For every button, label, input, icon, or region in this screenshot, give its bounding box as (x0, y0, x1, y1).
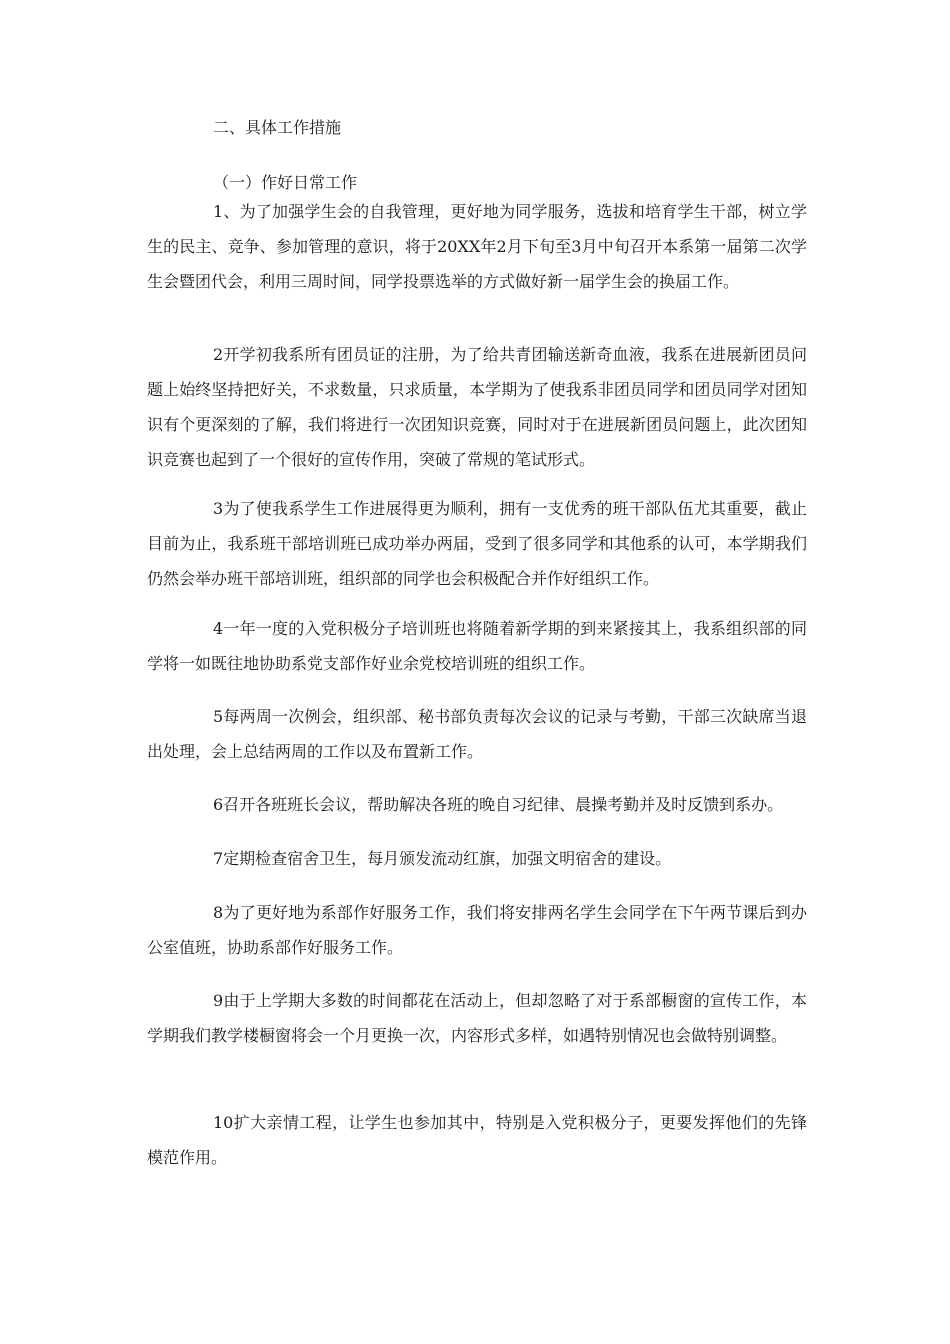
paragraph-2: 2开学初我系所有团员证的注册，为了给共青团输送新奇血液，我系在进展新团员问题上始终坚持把好关，不求数量，只求质量，本学期为了使我系非团员同学和团员同学对团知识有个更深刻的了解，我们将进行一次团知识竞赛，同时对于在进展新团员问题上，此次团知识竞赛也起到了一个很好的宣传作用，突破了常规的笔试形式。 (147, 345, 807, 469)
paragraph-10: 10扩大亲情工程，让学生也参加其中，特别是入党积极分子，更要发挥他们的先锋模范作用。 (147, 1113, 807, 1167)
paragraph-5: 5每两周一次例会，组织部、秘书部负责每次会议的记录与考勤，干部三次缺席当退出处理，会上总结两周的工作以及布置新工作。 (147, 707, 807, 761)
paragraph-9: 9由于上学期大多数的时间都花在活动上，但却忽略了对于系部橱窗的宣传工作，本学期我们教学楼橱窗将会一个月更换一次，内容形式多样，如遇特别情况也会做特别调整。 (147, 991, 807, 1045)
paragraph-3: 3为了使我系学生工作进展得更为顺利，拥有一支优秀的班干部队伍尤其重要，截止目前为止，我系班干部培训班已成功举办两届，受到了很多同学和其他系的认可，本学期我们仍然会举办班干部培训班，组织部的同学也会积极配合并作好组织工作。 (147, 499, 807, 588)
subsection-heading: （一）作好日常工作 (213, 173, 358, 192)
paragraph-1: 1、为了加强学生会的自我管理，更好地为同学服务，选拔和培育学生干部，树立学生的民主、竞争、参加管理的意识，将于20XX年2月下旬至3月中旬召开本系第一届第二次学生会暨团代会，利用三周时间，同学投票选举的方式做好新一届学生会的换届工作。 (147, 202, 807, 291)
paragraph-7: 7定期检查宿舍卫生，每月颁发流动红旗，加强文明宿舍的建设。 (213, 849, 672, 868)
paragraph-6: 6召开各班班长会议，帮助解决各班的晚自习纪律、晨操考勤并及时反馈到系办。 (213, 795, 784, 814)
paragraph-4: 4一年一度的入党积极分子培训班也将随着新学期的到来紧接其上，我系组织部的同学将一如既往地协助系党支部作好业余党校培训班的组织工作。 (147, 619, 807, 673)
section-heading: 二、具体工作措施 (213, 118, 342, 137)
paragraph-8: 8为了更好地为系部作好服务工作，我们将安排两名学生会同学在下午两节课后到办公室值班，协助系部作好服务工作。 (147, 903, 807, 957)
